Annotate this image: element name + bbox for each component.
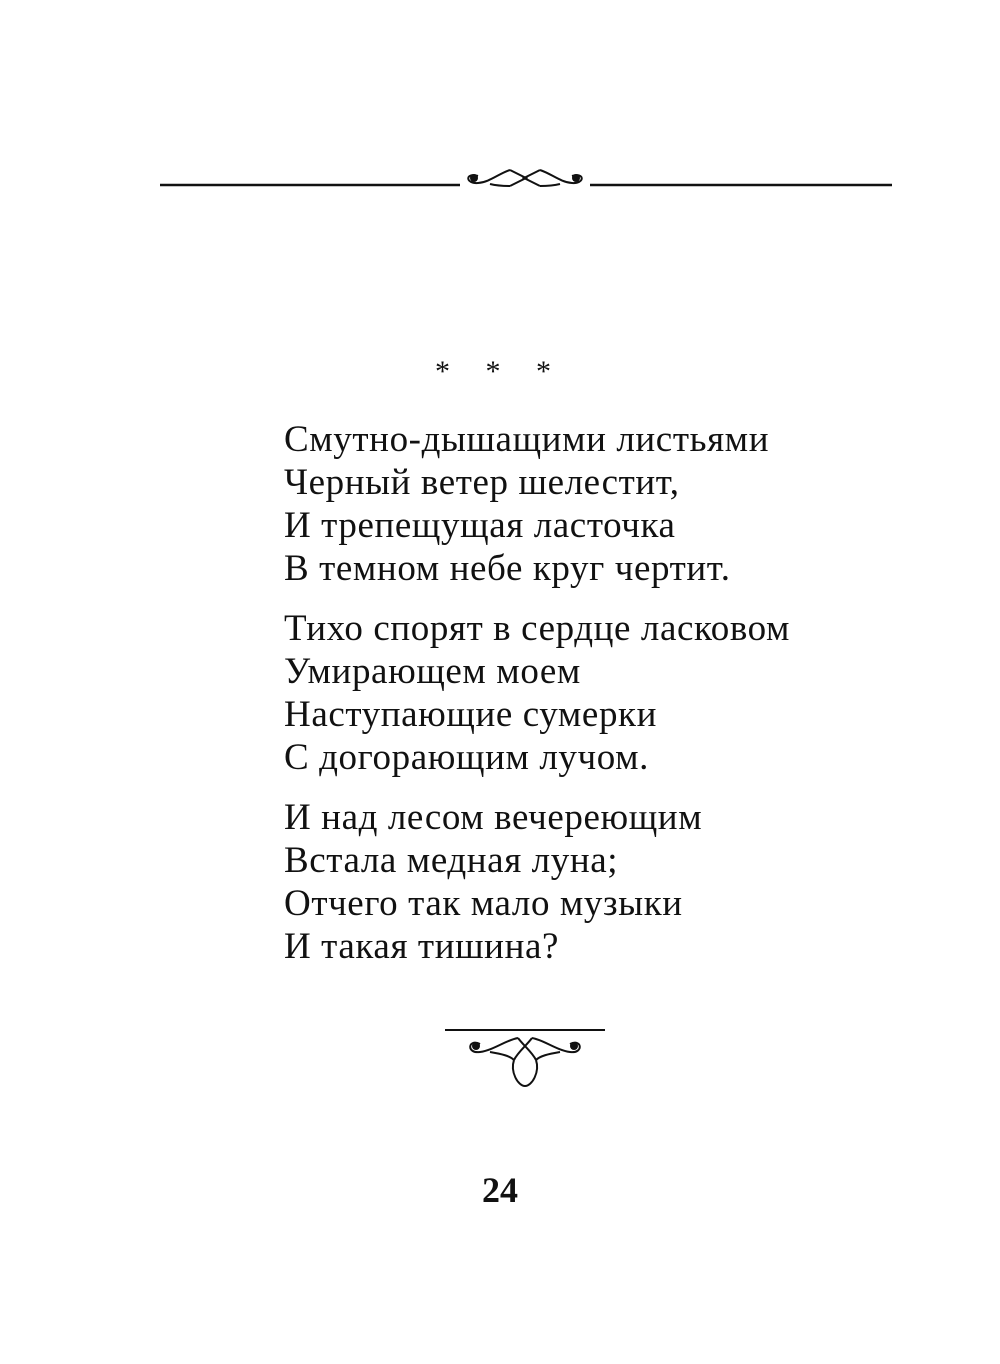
stanza [284,796,904,968]
stanza [284,607,904,779]
page-number: 24 [482,1170,518,1210]
poem-line: Черный ветер шелестит, [284,462,680,503]
section-mark: * * * [435,355,565,388]
poem-line: Умирающем моем [284,651,581,692]
poem-line: Встала медная луна; [284,840,619,881]
poem-line: И трепещущая ласточка [284,505,676,546]
poem-line: И такая тишина? [284,926,560,967]
poem-line: Тихо спорят в сердце ласковом [284,608,791,649]
poem-line: В темном небе круг чертит. [284,548,731,589]
poem-line: Отчего так мало музыки [284,883,683,924]
poem-line: Наступающие сумерки [284,694,658,735]
poem [284,418,904,985]
header-flourish-icon [160,150,892,210]
poem-line: И над лесом вечереющим [284,797,703,838]
poem-line: С догорающим лучом. [284,737,649,778]
footer-flourish-icon [440,1020,610,1100]
stanza [284,418,904,590]
poem-line: Смутно-дышащими листьями [284,419,770,460]
